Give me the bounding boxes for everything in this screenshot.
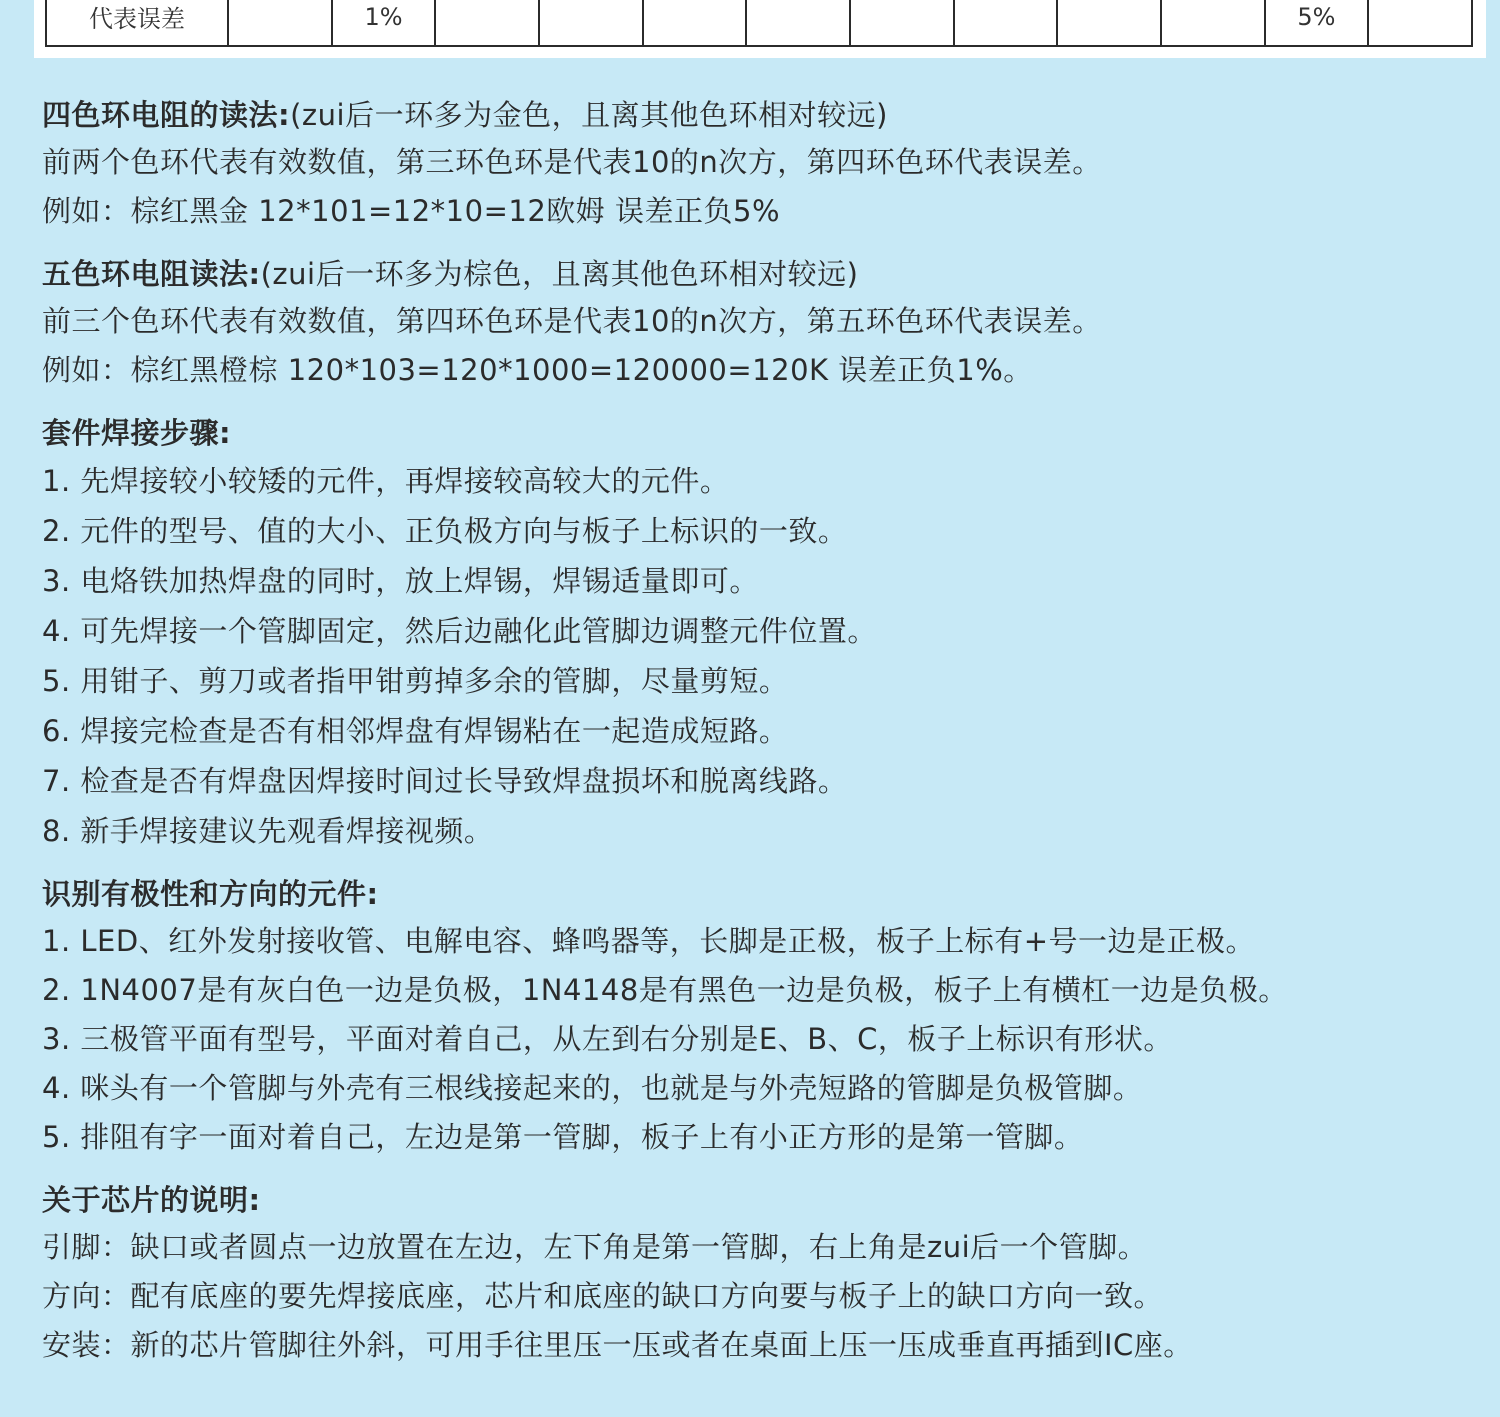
table-cell (1368, 0, 1472, 46)
list-item: 8. 新手焊接建议先观看焊接视频。 (42, 814, 494, 848)
list-item: 3. 三极管平面有型号，平面对着自己，从左到右分别是E、B、C，板子上标识有形状。 (42, 1022, 1173, 1056)
list-item: 7. 检查是否有焊盘因焊接时间过长导致焊盘损坏和脱离线路。 (42, 764, 848, 798)
five-band-section (42, 251, 1462, 395)
table-cell (539, 0, 643, 46)
section-heading: 套件焊接步骤: (42, 416, 232, 450)
list-item: 1. 先焊接较小较矮的元件，再焊接较高较大的元件。 (42, 464, 730, 498)
section-heading (42, 92, 1462, 138)
list-item: 2. 1N4007是有灰白色一边是负极，1N4148是有黑色一边是负极，板子上有横杠一边是负极。 (42, 973, 1288, 1007)
heading-title: 五色环电阻读法: (42, 257, 261, 291)
section-heading (42, 251, 1462, 297)
text-line: 前三个色环代表有效数值，第四环色环是代表10的n次方，第五环色环代表误差。 (42, 304, 1102, 338)
chip-section (42, 1177, 1462, 1370)
text-line: 前两个色环代表有效数值，第三环色环是代表10的n次方，第四环色环代表误差。 (42, 145, 1102, 179)
table-cell (435, 0, 539, 46)
text-line: 方向：配有底座的要先焊接底座，芯片和底座的缺口方向要与板子上的缺口方向一致。 (42, 1279, 1164, 1313)
heading-note: (zui后一环多为金色，且离其他色环相对较远) (290, 98, 888, 132)
heading-note: (zui后一环多为棕色，且离其他色环相对较远) (260, 257, 859, 291)
section-heading: 识别有极性和方向的元件: (42, 877, 379, 911)
table-cell (1057, 0, 1161, 46)
instructions-content (42, 92, 1462, 1385)
polarity-section (42, 871, 1462, 1162)
section-heading: 关于芯片的说明: (42, 1183, 261, 1217)
heading-title: 四色环电阻的读法: (42, 98, 291, 132)
table-cell: 5% (1265, 0, 1369, 46)
table-cell (850, 0, 954, 46)
list-item: 5. 排阻有字一面对着自己，左边是第一管脚，板子上有小正方形的是第一管脚。 (42, 1120, 1084, 1154)
text-line: 例如：棕红黑金 12*101=12*10=12欧姆 误差正负5% (42, 194, 780, 228)
error-table-container (34, 0, 1486, 58)
list-item: 6. 焊接完检查是否有相邻焊盘有焊锡粘在一起造成短路。 (42, 714, 789, 748)
text-line: 安装：新的芯片管脚往外斜，可用手往里压一压或者在桌面上压一压成垂直再插到IC座。 (42, 1328, 1193, 1362)
list-item: 4. 咪头有一个管脚与外壳有三根线接起来的，也就是与外壳短路的管脚是负极管脚。 (42, 1071, 1143, 1105)
welding-steps-section (42, 410, 1462, 856)
text-line: 引脚：缺口或者圆点一边放置在左边，左下角是第一管脚，右上角是zui后一个管脚。 (42, 1230, 1148, 1264)
table-cell (1161, 0, 1265, 46)
table-row-label: 代表误差 (46, 0, 228, 46)
table-cell (954, 0, 1058, 46)
table-row (46, 0, 1472, 46)
table-cell: 1% (332, 0, 436, 46)
table-cell (746, 0, 850, 46)
list-item: 5. 用钳子、剪刀或者指甲钳剪掉多余的管脚，尽量剪短。 (42, 664, 789, 698)
list-item: 1. LED、红外发射接收管、电解电容、蜂鸣器等，长脚是正极，板子上标有+号一边是正极。 (42, 924, 1255, 958)
list-item: 3. 电烙铁加热焊盘的同时，放上焊锡，焊锡适量即可。 (42, 564, 759, 598)
table-cell (643, 0, 747, 46)
table-cell (228, 0, 332, 46)
list-item: 2. 元件的型号、值的大小、正负极方向与板子上标识的一致。 (42, 514, 848, 548)
tolerance-table (45, 0, 1473, 47)
text-line: 例如：棕红黑橙棕 120*103=120*1000=120000=120K 误差正负1%。 (42, 353, 1033, 387)
four-band-section (42, 92, 1462, 236)
list-item: 4. 可先焊接一个管脚固定，然后边融化此管脚边调整元件位置。 (42, 614, 877, 648)
